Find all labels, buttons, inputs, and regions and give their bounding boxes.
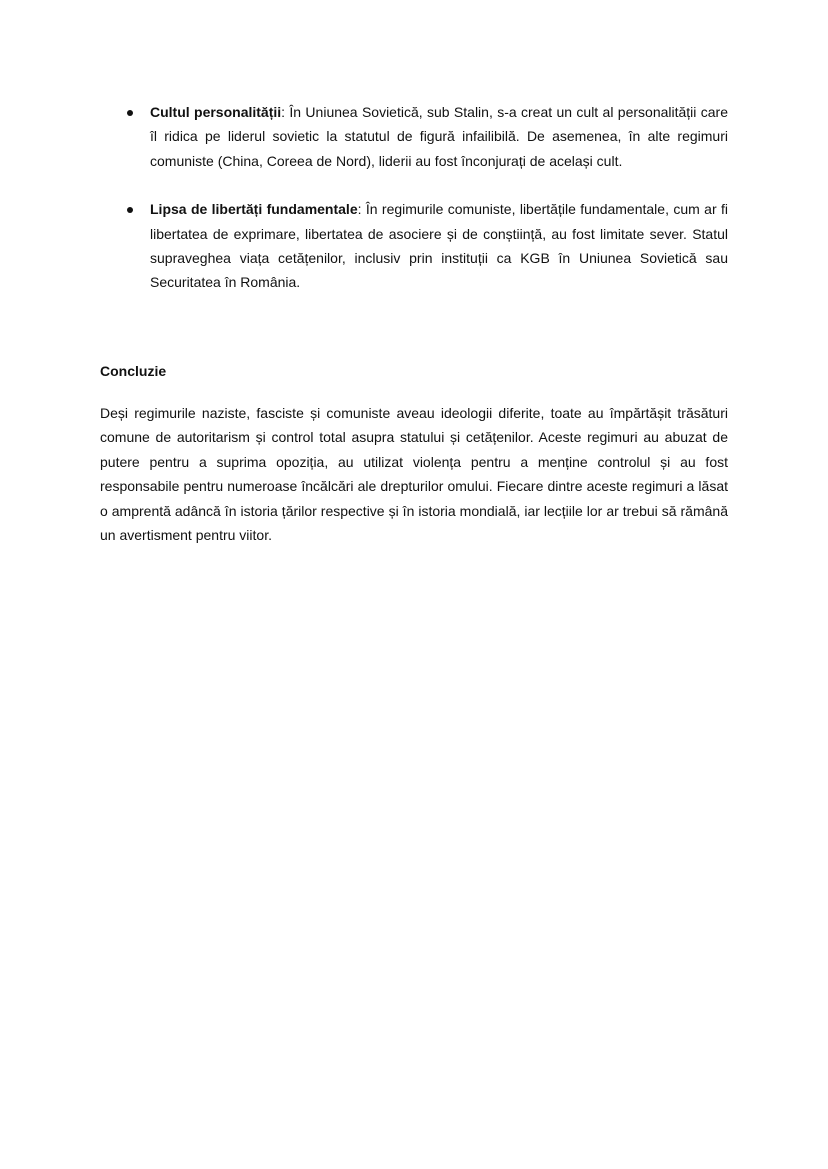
bullet-text: : În Uniunea Sovietică, sub Stalin, s-a creat un cult al personalității care îl ridica pe liderul sovietic la statutul de figură infailibilă. De asemenea, în alte regimuri comuniste (China, Coreea de Nord), liderii au fost înconjurați de același cult. [150,104,728,169]
conclusion-heading: Concluzie [100,363,167,379]
conclusion-paragraph: Deși regimurile naziste, fasciste și comuniste aveau ideologii diferite, toate au împărtășit trăsături comune de autoritarism și control total asupra statului și cetățenilor. Aceste regimuri au abuzat de putere pentru a suprima opoziția, au utilizat violența pentru a menține controlul și au fost responsabile pentru numeroase încălcări ale drepturilor omului. Fiecare dintre aceste regimuri a lăsat o amprentă adâncă în istoria țărilor respective și în istoria mondială, iar lecțiile lor ar trebui să rămână un avertisment pentru viitor. [100,405,728,544]
bullet-icon [127,207,133,213]
list-item [120,197,728,294]
bullet-list [120,100,728,319]
bullet-text: : În regimurile comuniste, libertățile fundamentale, cum ar fi libertatea de exprimare, libertatea de asociere și de conștiință, au fost limitate sever. Statul supraveghea viața cetățenilor, inclusiv prin instituții ca KGB în Uniunea Sovietică sau Securitatea în România. [150,201,728,291]
bullet-term: Cultul personalității [150,104,282,120]
list-item [120,100,728,173]
bullet-term: Lipsa de libertăți fundamentale [150,201,358,218]
bullet-icon [127,110,133,116]
